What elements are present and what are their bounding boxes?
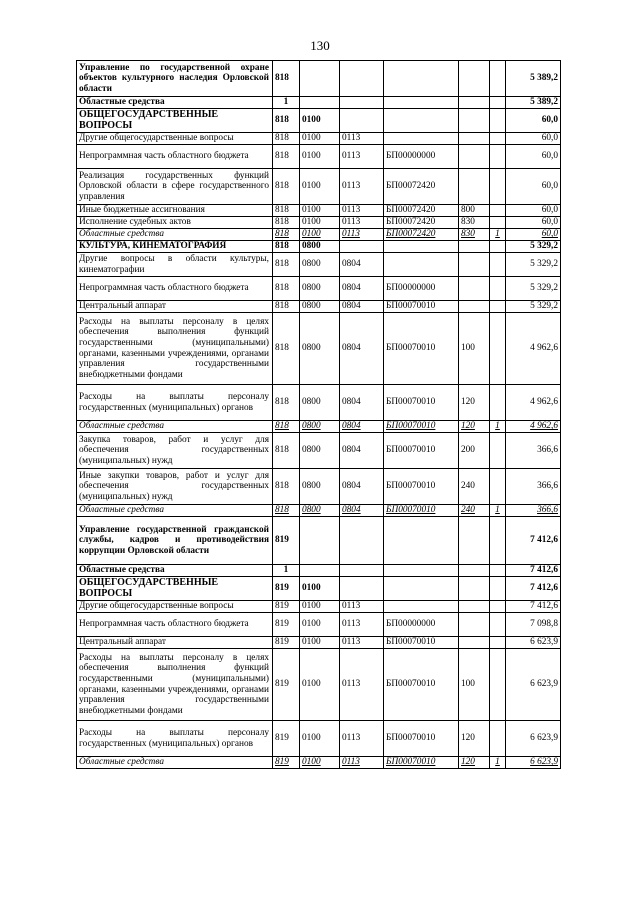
row-csr bbox=[384, 577, 459, 601]
row-sum: 7 412,6 bbox=[506, 565, 561, 577]
row-ved: 818 bbox=[273, 421, 300, 433]
row-name: Областные средства bbox=[77, 421, 273, 433]
row-podrazdel: 0113 bbox=[340, 601, 384, 613]
row-podrazdel: 0113 bbox=[340, 217, 384, 229]
row-podrazdel bbox=[340, 517, 384, 565]
row-razdel: 0100 bbox=[300, 613, 340, 637]
row-sum: 7 098,8 bbox=[506, 613, 561, 637]
row-podrazdel: 0113 bbox=[340, 757, 384, 769]
row-sum: 5 329,2 bbox=[506, 253, 561, 277]
row-vr: 830 bbox=[459, 229, 490, 241]
row-sum: 5 389,2 bbox=[506, 61, 561, 97]
page-number: 130 bbox=[310, 38, 330, 53]
row-name: Областные средства bbox=[77, 229, 273, 241]
row-vr bbox=[459, 97, 490, 109]
row-source bbox=[490, 241, 506, 253]
row-ved: 818 bbox=[273, 169, 300, 205]
row-razdel: 0800 bbox=[300, 421, 340, 433]
row-csr: БП00070010 bbox=[384, 649, 459, 721]
row-ved: 819 bbox=[273, 757, 300, 769]
row-name: Расходы на выплаты персоналу в целях обеспечения выполнения функций государственными (муниципальными) органами, казенными учреждениями, органами управления государственными внебюджетными фондами bbox=[77, 313, 273, 385]
row-ved: 818 bbox=[273, 133, 300, 145]
row-razdel: 0100 bbox=[300, 637, 340, 649]
table-row bbox=[77, 649, 561, 721]
row-name: Исполнение судебных актов bbox=[77, 217, 273, 229]
row-vr bbox=[459, 253, 490, 277]
row-sum: 4 962,6 bbox=[506, 313, 561, 385]
row-razdel: 0800 bbox=[300, 433, 340, 469]
row-razdel bbox=[300, 61, 340, 97]
row-name: Расходы на выплаты персоналу государственных (муниципальных) органов bbox=[77, 385, 273, 421]
row-csr bbox=[384, 601, 459, 613]
row-name: КУЛЬТУРА, КИНЕМАТОГРАФИЯ bbox=[77, 241, 273, 253]
row-razdel: 0800 bbox=[300, 385, 340, 421]
row-csr: БП00000000 bbox=[384, 277, 459, 301]
row-name: Другие общегосударственные вопросы bbox=[77, 601, 273, 613]
row-ved: 818 bbox=[273, 505, 300, 517]
row-source bbox=[490, 301, 506, 313]
row-csr: БП00072420 bbox=[384, 169, 459, 205]
table-row bbox=[77, 757, 561, 769]
row-podrazdel: 0113 bbox=[340, 613, 384, 637]
row-sum: 60,0 bbox=[506, 169, 561, 205]
row-source: 1 bbox=[490, 505, 506, 517]
row-source bbox=[490, 721, 506, 757]
row-razdel: 0800 bbox=[300, 505, 340, 517]
row-csr bbox=[384, 133, 459, 145]
row-ved: 818 bbox=[273, 229, 300, 241]
row-ved: 1 bbox=[273, 97, 300, 109]
row-razdel: 0100 bbox=[300, 133, 340, 145]
row-csr: БП00000000 bbox=[384, 613, 459, 637]
row-razdel: 0100 bbox=[300, 145, 340, 169]
row-vr bbox=[459, 109, 490, 133]
row-vr bbox=[459, 517, 490, 565]
row-csr: БП00072420 bbox=[384, 217, 459, 229]
row-ved: 818 bbox=[273, 313, 300, 385]
row-name: Управление по государственной охране объектов культурного наследия Орловской области bbox=[77, 61, 273, 97]
row-source bbox=[490, 217, 506, 229]
row-podrazdel bbox=[340, 577, 384, 601]
table-row bbox=[77, 229, 561, 241]
table-row bbox=[77, 505, 561, 517]
table-row bbox=[77, 517, 561, 565]
row-name: Иные закупки товаров, работ и услуг для обеспечения государственных (муниципальных) нужд bbox=[77, 469, 273, 505]
budget-table bbox=[76, 60, 561, 769]
row-vr bbox=[459, 601, 490, 613]
row-razdel bbox=[300, 97, 340, 109]
row-razdel: 0800 bbox=[300, 253, 340, 277]
row-razdel: 0100 bbox=[300, 205, 340, 217]
row-vr: 240 bbox=[459, 505, 490, 517]
row-vr bbox=[459, 613, 490, 637]
row-vr bbox=[459, 301, 490, 313]
table-row bbox=[77, 205, 561, 217]
row-podrazdel: 0804 bbox=[340, 301, 384, 313]
row-podrazdel: 0113 bbox=[340, 637, 384, 649]
row-source bbox=[490, 145, 506, 169]
row-podrazdel: 0113 bbox=[340, 145, 384, 169]
row-podrazdel: 0113 bbox=[340, 133, 384, 145]
row-source: 1 bbox=[490, 421, 506, 433]
row-ved: 1 bbox=[273, 565, 300, 577]
row-razdel: 0100 bbox=[300, 169, 340, 205]
row-name: Областные средства bbox=[77, 97, 273, 109]
row-name: Областные средства bbox=[77, 757, 273, 769]
table-row bbox=[77, 97, 561, 109]
row-vr: 100 bbox=[459, 649, 490, 721]
table-row bbox=[77, 565, 561, 577]
table-row bbox=[77, 421, 561, 433]
row-podrazdel bbox=[340, 565, 384, 577]
row-sum: 5 389,2 bbox=[506, 97, 561, 109]
table-row bbox=[77, 577, 561, 601]
row-name: Областные средства bbox=[77, 565, 273, 577]
row-name: Закупка товаров, работ и услуг для обеспечения государственных (муниципальных) нужд bbox=[77, 433, 273, 469]
row-podrazdel bbox=[340, 97, 384, 109]
row-podrazdel: 0804 bbox=[340, 385, 384, 421]
row-source bbox=[490, 613, 506, 637]
row-name: Другие вопросы в области культуры, кинематографии bbox=[77, 253, 273, 277]
row-source bbox=[490, 601, 506, 613]
table-row bbox=[77, 469, 561, 505]
row-source bbox=[490, 649, 506, 721]
row-ved: 818 bbox=[273, 205, 300, 217]
row-razdel: 0100 bbox=[300, 577, 340, 601]
row-vr bbox=[459, 241, 490, 253]
row-name: Иные бюджетные ассигнования bbox=[77, 205, 273, 217]
row-podrazdel: 0113 bbox=[340, 721, 384, 757]
row-vr: 120 bbox=[459, 757, 490, 769]
row-vr bbox=[459, 61, 490, 97]
row-csr: БП00070010 bbox=[384, 301, 459, 313]
row-razdel: 0100 bbox=[300, 757, 340, 769]
row-vr: 100 bbox=[459, 313, 490, 385]
row-csr: БП00070010 bbox=[384, 505, 459, 517]
row-sum: 366,6 bbox=[506, 505, 561, 517]
row-razdel: 0100 bbox=[300, 229, 340, 241]
row-razdel: 0100 bbox=[300, 601, 340, 613]
row-ved: 818 bbox=[273, 277, 300, 301]
row-vr: 120 bbox=[459, 721, 490, 757]
row-sum: 7 412,6 bbox=[506, 577, 561, 601]
row-csr bbox=[384, 517, 459, 565]
row-source bbox=[490, 109, 506, 133]
row-csr: БП00070010 bbox=[384, 313, 459, 385]
row-sum: 60,0 bbox=[506, 217, 561, 229]
row-source bbox=[490, 61, 506, 97]
row-sum: 366,6 bbox=[506, 433, 561, 469]
row-podrazdel bbox=[340, 109, 384, 133]
row-source bbox=[490, 169, 506, 205]
row-podrazdel: 0804 bbox=[340, 505, 384, 517]
row-razdel: 0800 bbox=[300, 301, 340, 313]
row-vr: 240 bbox=[459, 469, 490, 505]
row-sum: 6 623,9 bbox=[506, 649, 561, 721]
table-row bbox=[77, 721, 561, 757]
table-row bbox=[77, 313, 561, 385]
row-sum: 7 412,6 bbox=[506, 601, 561, 613]
row-source bbox=[490, 313, 506, 385]
row-sum: 4 962,6 bbox=[506, 421, 561, 433]
row-sum: 60,0 bbox=[506, 229, 561, 241]
row-sum: 6 623,9 bbox=[506, 721, 561, 757]
row-sum: 5 329,2 bbox=[506, 277, 561, 301]
row-source bbox=[490, 277, 506, 301]
row-razdel: 0100 bbox=[300, 721, 340, 757]
row-sum: 6 623,9 bbox=[506, 757, 561, 769]
row-ved: 818 bbox=[273, 469, 300, 505]
row-source bbox=[490, 577, 506, 601]
row-name: Расходы на выплаты персоналу государственных (муниципальных) органов bbox=[77, 721, 273, 757]
row-razdel bbox=[300, 565, 340, 577]
table-row bbox=[77, 277, 561, 301]
row-csr: БП00070010 bbox=[384, 421, 459, 433]
row-name: ОБЩЕГОСУДАРСТВЕННЫЕ ВОПРОСЫ bbox=[77, 577, 273, 601]
row-podrazdel bbox=[340, 61, 384, 97]
row-csr bbox=[384, 253, 459, 277]
row-csr: БП00070010 bbox=[384, 757, 459, 769]
row-csr bbox=[384, 241, 459, 253]
row-razdel: 0800 bbox=[300, 313, 340, 385]
row-source bbox=[490, 565, 506, 577]
row-source bbox=[490, 517, 506, 565]
row-csr: БП00072420 bbox=[384, 205, 459, 217]
row-sum: 366,6 bbox=[506, 469, 561, 505]
row-ved: 818 bbox=[273, 385, 300, 421]
row-ved: 819 bbox=[273, 601, 300, 613]
row-ved: 819 bbox=[273, 613, 300, 637]
row-sum: 60,0 bbox=[506, 109, 561, 133]
row-name: Реализация государственных функций Орловской области в сфере государственного управления bbox=[77, 169, 273, 205]
row-ved: 818 bbox=[273, 301, 300, 313]
row-ved: 819 bbox=[273, 637, 300, 649]
row-sum: 60,0 bbox=[506, 205, 561, 217]
row-ved: 818 bbox=[273, 217, 300, 229]
row-podrazdel: 0804 bbox=[340, 433, 384, 469]
row-name: ОБЩЕГОСУДАРСТВЕННЫЕ ВОПРОСЫ bbox=[77, 109, 273, 133]
row-ved: 818 bbox=[273, 433, 300, 469]
table-row bbox=[77, 253, 561, 277]
row-name: Непрограммная часть областного бюджета bbox=[77, 277, 273, 301]
row-ved: 818 bbox=[273, 109, 300, 133]
row-razdel: 0100 bbox=[300, 649, 340, 721]
row-sum: 5 329,2 bbox=[506, 301, 561, 313]
row-podrazdel: 0113 bbox=[340, 205, 384, 217]
row-ved: 818 bbox=[273, 61, 300, 97]
row-vr bbox=[459, 577, 490, 601]
row-csr bbox=[384, 109, 459, 133]
table-row bbox=[77, 601, 561, 613]
row-csr: БП00000000 bbox=[384, 145, 459, 169]
row-name: Непрограммная часть областного бюджета bbox=[77, 145, 273, 169]
row-ved: 819 bbox=[273, 649, 300, 721]
row-name: Расходы на выплаты персоналу в целях обеспечения выполнения функций государственными (муниципальными) органами, казенными учреждениями, органами управления государственными внебюджетными фондами bbox=[77, 649, 273, 721]
row-vr: 200 bbox=[459, 433, 490, 469]
table-row bbox=[77, 637, 561, 649]
row-vr bbox=[459, 133, 490, 145]
row-razdel: 0800 bbox=[300, 277, 340, 301]
row-razdel: 0800 bbox=[300, 469, 340, 505]
table-row bbox=[77, 133, 561, 145]
row-ved: 818 bbox=[273, 241, 300, 253]
row-name: Центральный аппарат bbox=[77, 301, 273, 313]
row-sum: 5 329,2 bbox=[506, 241, 561, 253]
table-row bbox=[77, 169, 561, 205]
row-vr bbox=[459, 145, 490, 169]
row-csr bbox=[384, 97, 459, 109]
row-csr: БП00070010 bbox=[384, 385, 459, 421]
row-source: 1 bbox=[490, 757, 506, 769]
row-name: Центральный аппарат bbox=[77, 637, 273, 649]
row-name: Областные средства bbox=[77, 505, 273, 517]
row-podrazdel: 0804 bbox=[340, 253, 384, 277]
row-name: Непрограммная часть областного бюджета bbox=[77, 613, 273, 637]
row-ved: 819 bbox=[273, 721, 300, 757]
row-ved: 819 bbox=[273, 577, 300, 601]
row-source bbox=[490, 97, 506, 109]
row-vr bbox=[459, 565, 490, 577]
row-podrazdel: 0113 bbox=[340, 229, 384, 241]
row-podrazdel: 0804 bbox=[340, 469, 384, 505]
table-row bbox=[77, 613, 561, 637]
row-podrazdel: 0804 bbox=[340, 421, 384, 433]
row-source bbox=[490, 385, 506, 421]
row-sum: 7 412,6 bbox=[506, 517, 561, 565]
row-vr: 800 bbox=[459, 205, 490, 217]
row-name: Управление государственной гражданской службы, кадров и противодействия коррупции Орловской области bbox=[77, 517, 273, 565]
row-ved: 819 bbox=[273, 517, 300, 565]
row-name: Другие общегосударственные вопросы bbox=[77, 133, 273, 145]
row-vr: 830 bbox=[459, 217, 490, 229]
row-csr: БП00070010 bbox=[384, 469, 459, 505]
row-source bbox=[490, 433, 506, 469]
row-razdel: 0800 bbox=[300, 241, 340, 253]
row-podrazdel: 0113 bbox=[340, 169, 384, 205]
row-razdel bbox=[300, 517, 340, 565]
row-source: 1 bbox=[490, 229, 506, 241]
table-row bbox=[77, 61, 561, 97]
row-source bbox=[490, 133, 506, 145]
row-vr bbox=[459, 277, 490, 301]
row-source bbox=[490, 469, 506, 505]
row-razdel: 0100 bbox=[300, 109, 340, 133]
table-row bbox=[77, 433, 561, 469]
row-podrazdel: 0113 bbox=[340, 649, 384, 721]
row-vr: 120 bbox=[459, 385, 490, 421]
row-podrazdel: 0804 bbox=[340, 313, 384, 385]
row-csr: БП00070010 bbox=[384, 721, 459, 757]
row-csr: БП00070010 bbox=[384, 637, 459, 649]
table-row bbox=[77, 217, 561, 229]
row-source bbox=[490, 253, 506, 277]
row-sum: 60,0 bbox=[506, 133, 561, 145]
row-source bbox=[490, 205, 506, 217]
row-ved: 818 bbox=[273, 145, 300, 169]
table-row bbox=[77, 301, 561, 313]
row-sum: 4 962,6 bbox=[506, 385, 561, 421]
row-csr bbox=[384, 61, 459, 97]
table-row bbox=[77, 109, 561, 133]
row-csr: БП00072420 bbox=[384, 229, 459, 241]
table-row bbox=[77, 241, 561, 253]
row-source bbox=[490, 637, 506, 649]
row-razdel: 0100 bbox=[300, 217, 340, 229]
row-podrazdel bbox=[340, 241, 384, 253]
row-sum: 60,0 bbox=[506, 145, 561, 169]
row-csr: БП00070010 bbox=[384, 433, 459, 469]
row-csr bbox=[384, 565, 459, 577]
row-vr bbox=[459, 637, 490, 649]
row-vr bbox=[459, 169, 490, 205]
table-row bbox=[77, 145, 561, 169]
table-row bbox=[77, 385, 561, 421]
row-podrazdel: 0804 bbox=[340, 277, 384, 301]
row-ved: 818 bbox=[273, 253, 300, 277]
row-vr: 120 bbox=[459, 421, 490, 433]
row-sum: 6 623,9 bbox=[506, 637, 561, 649]
